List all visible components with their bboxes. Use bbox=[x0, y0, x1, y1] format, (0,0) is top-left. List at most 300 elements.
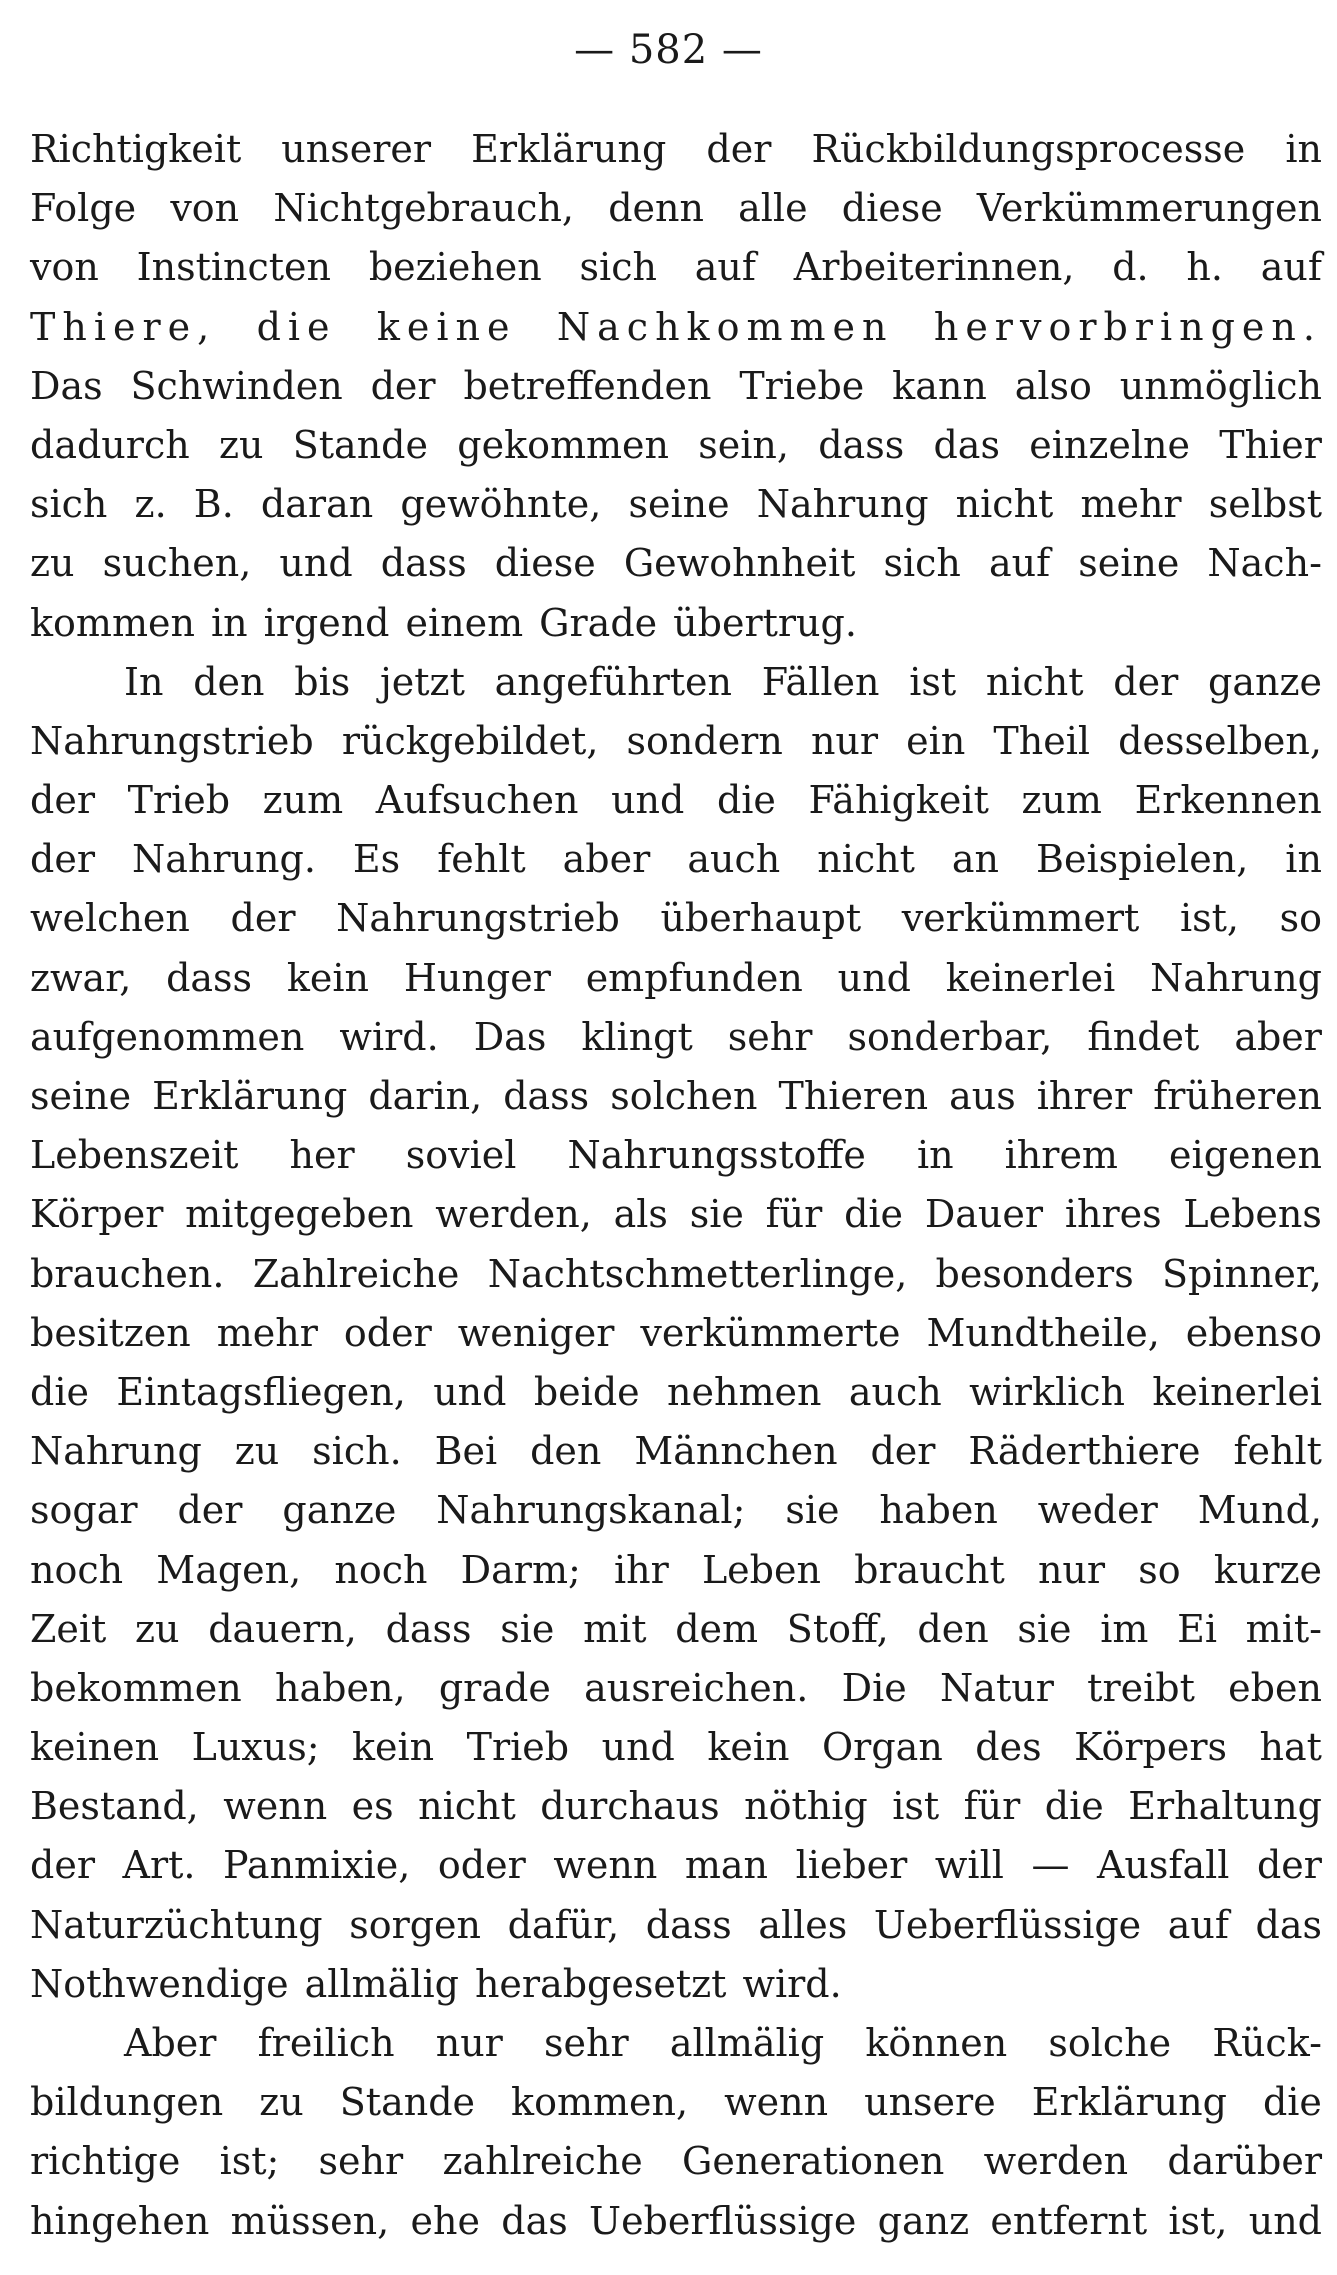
word: unserer bbox=[281, 127, 432, 171]
word: als bbox=[613, 1192, 668, 1237]
word: dass bbox=[818, 422, 905, 467]
body-text bbox=[30, 120, 1322, 2251]
word: der bbox=[177, 1488, 243, 1533]
word: Zahlreiche bbox=[252, 1251, 460, 1296]
word: durchaus bbox=[540, 1784, 720, 1829]
word: Mund, bbox=[1197, 1488, 1322, 1533]
word: seine bbox=[1078, 541, 1180, 586]
word: diese bbox=[841, 186, 943, 231]
word: — bbox=[1031, 1843, 1070, 1888]
word: kann bbox=[892, 363, 987, 408]
word: von bbox=[170, 186, 240, 231]
word: Lebenszeit bbox=[30, 1133, 239, 1178]
word: Stande bbox=[292, 422, 428, 467]
word: weniger bbox=[457, 1310, 615, 1355]
word: der bbox=[706, 127, 772, 171]
word: Darm; bbox=[460, 1547, 581, 1592]
word: sie bbox=[500, 1606, 555, 1651]
word: will bbox=[934, 1843, 1004, 1888]
word: sein, bbox=[698, 422, 789, 467]
word: Stande bbox=[339, 2080, 476, 2125]
word: nicht bbox=[985, 659, 1084, 704]
word: zu bbox=[234, 1429, 280, 1474]
word: zum bbox=[262, 778, 344, 823]
word: seine bbox=[30, 1074, 132, 1118]
word: Stoff, bbox=[786, 1606, 889, 1651]
word: nöthig bbox=[744, 1784, 868, 1829]
word: klingt bbox=[581, 1014, 693, 1059]
word: von bbox=[30, 245, 99, 290]
word: der bbox=[1256, 1843, 1322, 1888]
word: und bbox=[279, 541, 353, 586]
word: grade bbox=[438, 1665, 551, 1710]
word: die bbox=[1262, 2080, 1322, 2125]
word: Gewohnheit bbox=[623, 541, 856, 586]
word: wird. bbox=[742, 1961, 842, 2006]
word: der bbox=[230, 896, 296, 941]
word: ehe bbox=[410, 2198, 480, 2243]
word: im bbox=[1100, 1606, 1149, 1651]
word: und bbox=[601, 1725, 675, 1770]
word: oder bbox=[437, 1843, 526, 1888]
text-line bbox=[30, 2073, 1322, 2132]
text-line bbox=[30, 1067, 1322, 1126]
word: kurze bbox=[1213, 1547, 1322, 1592]
word: besitzen bbox=[30, 1310, 191, 1355]
word: keinen bbox=[30, 1725, 160, 1770]
word: seine bbox=[628, 482, 730, 527]
word: mit- bbox=[1245, 1606, 1322, 1651]
text-line bbox=[30, 416, 1322, 475]
word: eigenen bbox=[1169, 1133, 1322, 1178]
word: dass bbox=[645, 1902, 732, 1947]
word: Die bbox=[841, 1665, 907, 1710]
word: einzelne bbox=[1029, 422, 1190, 467]
word: Natur bbox=[940, 1665, 1054, 1710]
word: das bbox=[501, 2198, 568, 2243]
text-line bbox=[30, 1896, 1322, 1955]
text-line bbox=[30, 1659, 1322, 1718]
word: alles bbox=[758, 1902, 848, 1947]
word: ist, bbox=[1168, 2198, 1228, 2243]
word: hervorbringen. bbox=[933, 304, 1322, 349]
word: Thiere, bbox=[30, 304, 217, 349]
word: zum bbox=[1021, 778, 1102, 823]
word: Fähigkeit bbox=[808, 778, 989, 823]
word: ihrer bbox=[1036, 1074, 1133, 1118]
text-line bbox=[30, 2192, 1322, 2251]
word: Räderthiere bbox=[968, 1429, 1201, 1474]
word: Nothwendige bbox=[30, 1961, 289, 2006]
word: haben bbox=[879, 1488, 998, 1533]
word: nicht bbox=[418, 1784, 516, 1829]
word: aber bbox=[1234, 1014, 1322, 1059]
word: soviel bbox=[405, 1133, 517, 1178]
word: mit bbox=[583, 1606, 647, 1651]
word: solche bbox=[1048, 2021, 1172, 2065]
word: keine bbox=[376, 304, 517, 349]
page-number-header: — 582 — bbox=[574, 27, 763, 73]
word: Erklärung bbox=[471, 127, 667, 171]
word: ist bbox=[909, 659, 957, 704]
word: eben bbox=[1228, 1665, 1322, 1710]
word: wenn bbox=[553, 1843, 658, 1888]
word: beziehen bbox=[368, 245, 542, 290]
word: und bbox=[837, 955, 911, 1000]
word: man bbox=[684, 1843, 769, 1888]
word: auf bbox=[1167, 1902, 1229, 1947]
word: ganze bbox=[282, 1488, 397, 1533]
word: sorgen bbox=[349, 1902, 482, 1947]
word: Folge bbox=[30, 186, 137, 231]
word: desselben, bbox=[1118, 718, 1322, 763]
word: den bbox=[917, 1606, 989, 1651]
text-line bbox=[30, 1718, 1322, 1777]
word: dem bbox=[675, 1606, 759, 1651]
word: angeführten bbox=[494, 659, 732, 704]
word: Rückbildungsprocesse bbox=[811, 127, 1246, 171]
text-line bbox=[30, 830, 1322, 889]
word: in bbox=[1285, 837, 1322, 882]
word: solchen bbox=[610, 1074, 758, 1118]
word: Erhaltung bbox=[1128, 1784, 1322, 1829]
word: dass bbox=[380, 541, 467, 586]
word: sie bbox=[1017, 1606, 1072, 1651]
word: mitgegeben bbox=[185, 1192, 414, 1237]
word: Das bbox=[30, 363, 103, 408]
text-line bbox=[30, 357, 1322, 416]
word: Körpers bbox=[1074, 1725, 1227, 1770]
word: ganz bbox=[877, 2198, 970, 2243]
word: weder bbox=[1037, 1488, 1158, 1533]
word: mehr bbox=[1080, 482, 1182, 527]
word: Leben bbox=[701, 1547, 821, 1592]
text-line bbox=[30, 1777, 1322, 1836]
word: Nahrung bbox=[756, 482, 929, 527]
word: sehr bbox=[544, 2021, 629, 2065]
text-line bbox=[30, 120, 1322, 179]
word: richtige bbox=[30, 2139, 181, 2184]
word: werden, bbox=[435, 1192, 592, 1237]
word: sehr bbox=[318, 2139, 404, 2184]
word: Ueberflüssige bbox=[873, 1902, 1142, 1947]
word: die bbox=[716, 778, 776, 823]
word: allmälig bbox=[669, 2021, 825, 2065]
word: bildungen bbox=[30, 2080, 224, 2125]
word: sonderbar, bbox=[847, 1014, 1053, 1059]
word: herabgesetzt bbox=[474, 1961, 727, 2006]
word: ist; bbox=[219, 2139, 280, 2184]
word: ihrem bbox=[1004, 1133, 1118, 1178]
word: auch bbox=[848, 1369, 942, 1414]
word: Naturzüchtung bbox=[30, 1902, 323, 1947]
text-line bbox=[30, 771, 1322, 830]
word: Körper bbox=[30, 1192, 164, 1237]
word: Art. bbox=[122, 1843, 196, 1888]
text-line bbox=[30, 1481, 1322, 1540]
text-line bbox=[30, 179, 1322, 238]
word: besonders bbox=[935, 1251, 1134, 1296]
word: jetzt bbox=[380, 659, 465, 704]
word: bis bbox=[294, 659, 351, 704]
text-line bbox=[30, 238, 1322, 297]
text-line bbox=[30, 889, 1322, 948]
word: Erklärung bbox=[152, 1074, 348, 1118]
word: ist, bbox=[1179, 896, 1239, 941]
word: gewöhnte, bbox=[400, 482, 602, 527]
text-line bbox=[30, 1245, 1322, 1304]
word: wirklich bbox=[969, 1369, 1126, 1414]
word: Arbeiterinnen, bbox=[793, 245, 1075, 290]
word: kein bbox=[286, 955, 370, 1000]
word: Nachkommen bbox=[556, 304, 894, 349]
word: das bbox=[1255, 1902, 1322, 1947]
word: nicht bbox=[817, 837, 915, 882]
word: hat bbox=[1259, 1725, 1322, 1770]
text-line bbox=[30, 712, 1322, 771]
word: auch bbox=[687, 837, 781, 882]
word: unmöglich bbox=[1119, 363, 1322, 408]
word: auf bbox=[1260, 245, 1322, 290]
word: Eintagsfliegen, bbox=[116, 1369, 406, 1414]
word: und bbox=[611, 778, 685, 823]
word: Mundtheile, bbox=[926, 1310, 1160, 1355]
text-line bbox=[30, 1304, 1322, 1363]
word: noch bbox=[30, 1547, 124, 1592]
word: Nachtschmetterlinge, bbox=[487, 1251, 908, 1296]
word: ausreichen. bbox=[584, 1665, 809, 1710]
word: irgend bbox=[263, 600, 390, 645]
word: Nach- bbox=[1207, 541, 1322, 586]
word: überhaupt bbox=[660, 896, 862, 941]
word: die bbox=[256, 304, 337, 349]
word: so bbox=[1279, 896, 1322, 941]
word: entfernt bbox=[990, 2198, 1148, 2243]
word: den bbox=[530, 1429, 602, 1474]
word: zu bbox=[218, 422, 264, 467]
word: denn bbox=[608, 186, 704, 231]
word: dadurch bbox=[30, 422, 190, 467]
word: brauchen. bbox=[30, 1251, 225, 1296]
word: dass bbox=[385, 1606, 472, 1651]
word: Generationen bbox=[682, 2139, 945, 2184]
word: lieber bbox=[795, 1843, 908, 1888]
text-line bbox=[30, 1126, 1322, 1185]
text-line bbox=[30, 2132, 1322, 2191]
word: diese bbox=[494, 541, 596, 586]
word: daran bbox=[260, 482, 374, 527]
word: kommen bbox=[30, 600, 195, 645]
word: beide bbox=[533, 1369, 640, 1414]
word: Männchen bbox=[634, 1429, 838, 1474]
word: fehlt bbox=[437, 837, 526, 882]
text-line bbox=[30, 2014, 1322, 2073]
text-line bbox=[30, 1955, 1322, 2014]
text-line bbox=[30, 653, 1322, 712]
word: es bbox=[351, 1784, 394, 1829]
word: Hunger bbox=[403, 955, 551, 1000]
word: her bbox=[289, 1133, 355, 1178]
word: aber bbox=[562, 837, 651, 882]
word: B. bbox=[193, 482, 234, 527]
text-line bbox=[30, 1836, 1322, 1895]
word: braucht bbox=[854, 1547, 1005, 1592]
word: ihr bbox=[613, 1547, 669, 1592]
word: Zeit bbox=[30, 1606, 107, 1651]
word: Aufsuchen bbox=[375, 778, 579, 823]
word: Ausfall bbox=[1096, 1843, 1230, 1888]
word: Aber bbox=[124, 2021, 217, 2065]
word: Nichtgebrauch, bbox=[273, 186, 575, 231]
word: mehr bbox=[216, 1310, 318, 1355]
word: Theil bbox=[993, 718, 1091, 763]
word: Spinner, bbox=[1161, 1251, 1322, 1296]
word: treibt bbox=[1087, 1665, 1195, 1710]
word: dauern, bbox=[208, 1606, 357, 1651]
word: sie bbox=[689, 1192, 744, 1237]
text-line bbox=[30, 1422, 1322, 1481]
word: Instincten bbox=[136, 245, 332, 290]
word: sondern bbox=[626, 718, 783, 763]
word: nur bbox=[1037, 1547, 1106, 1592]
word: Trieb bbox=[127, 778, 231, 823]
word: welchen bbox=[30, 896, 190, 941]
word: Bestand, bbox=[30, 1784, 199, 1829]
word: die bbox=[30, 1369, 89, 1414]
word: der bbox=[30, 1843, 95, 1888]
word: das bbox=[933, 422, 1000, 467]
word: Panmixie, bbox=[223, 1843, 411, 1888]
word: in bbox=[1285, 127, 1322, 171]
word: in bbox=[210, 600, 248, 645]
word: fehlt bbox=[1233, 1429, 1322, 1474]
word: der bbox=[870, 1429, 936, 1474]
word: noch bbox=[334, 1547, 428, 1592]
word: unsere bbox=[864, 2080, 996, 2125]
word: betreffenden bbox=[463, 363, 712, 408]
text-line bbox=[30, 1541, 1322, 1600]
word: sehr bbox=[727, 1014, 813, 1059]
word: kein bbox=[352, 1725, 435, 1770]
word: auf bbox=[694, 245, 756, 290]
text-line bbox=[30, 1363, 1322, 1422]
text-line bbox=[30, 534, 1322, 593]
word: die bbox=[844, 1192, 904, 1237]
word: wenn bbox=[223, 1784, 328, 1829]
word: keinerlei bbox=[1152, 1369, 1322, 1414]
word: für bbox=[963, 1784, 1021, 1829]
word: Das bbox=[473, 1014, 547, 1059]
word: In bbox=[124, 659, 164, 704]
word: an bbox=[951, 837, 1000, 882]
word: Erklärung bbox=[1031, 2080, 1227, 2125]
word: dass bbox=[503, 1074, 590, 1118]
word: Luxus; bbox=[191, 1725, 320, 1770]
word: früheren bbox=[1153, 1074, 1322, 1118]
word: Beispielen, bbox=[1036, 837, 1249, 882]
word: auf bbox=[988, 541, 1051, 586]
word: Thieren bbox=[778, 1074, 929, 1118]
word: Richtigkeit bbox=[30, 127, 242, 171]
word: in bbox=[916, 1133, 954, 1178]
word: den bbox=[193, 659, 265, 704]
word: der bbox=[370, 363, 436, 408]
word: Es bbox=[352, 837, 401, 882]
word: verkümmerte bbox=[640, 1310, 901, 1355]
word: und bbox=[1248, 2198, 1322, 2243]
word: Lebens bbox=[1183, 1192, 1322, 1237]
word: nur bbox=[810, 718, 879, 763]
word: Magen, bbox=[156, 1547, 302, 1592]
word: sich bbox=[883, 541, 961, 586]
word: dass bbox=[166, 955, 253, 1000]
word: sich bbox=[579, 245, 657, 290]
word: rückgebildet, bbox=[341, 718, 599, 763]
word: Organ bbox=[822, 1725, 943, 1770]
word: Verkümmerungen bbox=[976, 186, 1322, 231]
word: zu bbox=[135, 1606, 180, 1651]
word: z. bbox=[134, 482, 167, 527]
word: müssen, bbox=[230, 2198, 390, 2243]
word: einem bbox=[405, 600, 524, 645]
text-line bbox=[30, 1185, 1322, 1244]
word: kein bbox=[707, 1725, 790, 1770]
word: sie bbox=[785, 1488, 840, 1533]
word: alle bbox=[738, 186, 808, 231]
word: können bbox=[865, 2021, 1008, 2065]
word: ebenso bbox=[1185, 1310, 1322, 1355]
word: darüber bbox=[1167, 2139, 1322, 2184]
word: oder bbox=[343, 1310, 432, 1355]
text-line bbox=[30, 1600, 1322, 1659]
word: allmälig bbox=[304, 1961, 459, 2006]
word: nicht bbox=[955, 482, 1054, 527]
word: gekommen bbox=[457, 422, 669, 467]
word: ist bbox=[892, 1784, 940, 1829]
word: kommen, bbox=[511, 2080, 689, 2125]
word: ihres bbox=[1064, 1192, 1162, 1237]
word: Nahrungstrieb bbox=[336, 896, 620, 941]
word: Erkennen bbox=[1134, 778, 1322, 823]
word: bekommen bbox=[30, 1665, 242, 1710]
word: Ei bbox=[1177, 1606, 1217, 1651]
word: aus bbox=[949, 1074, 1016, 1118]
word: Trieb bbox=[466, 1725, 570, 1770]
word: also bbox=[1014, 363, 1092, 408]
word: zu bbox=[259, 2080, 304, 2125]
word: für bbox=[765, 1192, 823, 1237]
word: zwar, bbox=[30, 955, 132, 1000]
word: empfunden bbox=[585, 955, 803, 1000]
word: nur bbox=[435, 2021, 503, 2065]
word: zahlreiche bbox=[442, 2139, 643, 2184]
word: suchen, bbox=[102, 541, 252, 586]
word: dafür, bbox=[507, 1902, 620, 1947]
word: d. bbox=[1112, 245, 1149, 290]
text-line bbox=[30, 594, 1322, 653]
word: wenn bbox=[724, 2080, 829, 2125]
word: Ueberflüssige bbox=[589, 2198, 857, 2243]
word: Nahrung bbox=[1150, 955, 1322, 1000]
word: sich. bbox=[312, 1429, 402, 1474]
word: hingehen bbox=[30, 2198, 210, 2243]
word: Nahrungsstoffe bbox=[567, 1133, 866, 1178]
word: der bbox=[30, 837, 95, 882]
word: Nahrung bbox=[30, 1429, 202, 1474]
word: freilich bbox=[257, 2021, 395, 2065]
word: wird. bbox=[339, 1014, 439, 1059]
word: findet bbox=[1087, 1014, 1200, 1059]
